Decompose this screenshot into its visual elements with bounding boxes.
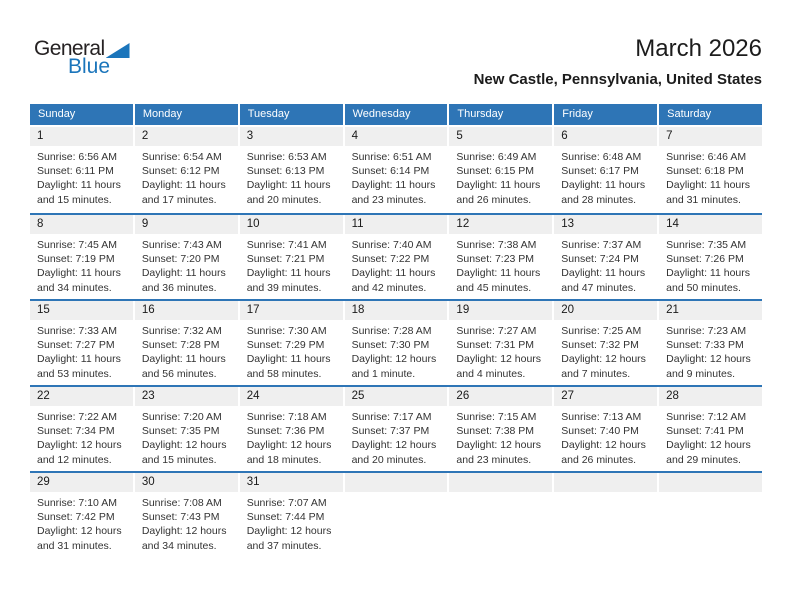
day-details xyxy=(30,146,133,207)
daylight-text-line2: and 26 minutes. xyxy=(561,453,636,466)
daylight-text-line1: Daylight: 11 hours xyxy=(141,179,226,192)
day-details xyxy=(449,234,552,295)
day-details xyxy=(659,320,762,381)
daylight-text-line2: and 31 minutes. xyxy=(37,539,112,552)
sunset-text: Sunset: 7:44 PM xyxy=(246,511,325,524)
daylight-text-line1: Daylight: 11 hours xyxy=(561,267,646,280)
day-number-band xyxy=(554,127,657,146)
week-row-4 xyxy=(30,385,762,471)
sunrise-text: Sunrise: 7:22 AM xyxy=(37,411,117,423)
sunset-text: Sunset: 7:31 PM xyxy=(456,339,535,352)
day-cell-empty xyxy=(345,473,448,557)
day-number: 14 xyxy=(666,218,679,230)
day-number-band xyxy=(449,127,552,146)
calendar-weeks xyxy=(30,127,762,557)
daylight-text-line1: Daylight: 12 hours xyxy=(561,439,646,452)
day-details xyxy=(554,406,657,467)
daylight-text-line2: and 50 minutes. xyxy=(666,281,741,294)
sunset-text: Sunset: 7:27 PM xyxy=(37,339,115,352)
daylight-text-line1: Daylight: 11 hours xyxy=(351,179,436,192)
sunset-text: Sunset: 7:35 PM xyxy=(141,425,220,438)
sunset-text: Sunset: 7:23 PM xyxy=(456,253,535,266)
day-number: 22 xyxy=(37,390,50,402)
day-number-band xyxy=(30,215,133,234)
day-number-band xyxy=(554,301,657,320)
day-number-band xyxy=(449,473,552,492)
sunrise-text: Sunrise: 6:48 AM xyxy=(561,151,642,163)
sunset-text: Sunset: 6:17 PM xyxy=(561,165,639,178)
daylight-text-line1: Daylight: 12 hours xyxy=(246,525,332,538)
logo-text-blue: Blue xyxy=(68,55,111,78)
day-cell-13 xyxy=(554,215,657,299)
day-number-band xyxy=(345,387,448,406)
daylight-text-line1: Daylight: 12 hours xyxy=(37,439,122,452)
day-number-band xyxy=(659,215,762,234)
daylight-text-line2: and 42 minutes. xyxy=(351,281,427,294)
sunrise-text: Sunrise: 7:33 AM xyxy=(37,325,117,337)
sunset-text: Sunset: 7:43 PM xyxy=(141,511,220,524)
sunrise-text: Sunrise: 7:28 AM xyxy=(351,325,432,337)
daylight-text-line2: and 12 minutes. xyxy=(37,453,112,466)
day-cell-20 xyxy=(554,301,657,385)
day-number-band xyxy=(135,387,238,406)
day-details xyxy=(240,320,343,381)
weekday-header-friday: Friday xyxy=(554,104,657,125)
sunset-text: Sunset: 7:41 PM xyxy=(666,425,744,438)
page-subtitle: New Castle, Pennsylvania, United States xyxy=(473,71,762,89)
daylight-text-line1: Daylight: 12 hours xyxy=(351,439,437,452)
sunset-text: Sunset: 7:29 PM xyxy=(246,339,325,352)
day-cell-empty xyxy=(554,473,657,557)
daylight-text-line2: and 36 minutes. xyxy=(141,281,217,294)
day-number: 24 xyxy=(246,390,260,402)
day-cell-14 xyxy=(659,215,762,299)
day-details xyxy=(449,406,552,467)
day-number-band xyxy=(449,215,552,234)
day-details xyxy=(449,320,552,381)
sunset-text: Sunset: 7:21 PM xyxy=(246,253,325,266)
weekday-header-row xyxy=(30,104,762,125)
day-number-band xyxy=(449,387,552,406)
daylight-text-line1: Daylight: 11 hours xyxy=(246,179,331,192)
daylight-text-line1: Daylight: 11 hours xyxy=(666,267,750,280)
day-cell-empty xyxy=(449,473,552,557)
sunrise-text: Sunrise: 7:07 AM xyxy=(246,497,327,509)
daylight-text-line1: Daylight: 12 hours xyxy=(666,353,751,366)
day-number-band xyxy=(345,215,448,234)
day-cell-18 xyxy=(345,301,448,385)
day-cell-19 xyxy=(449,301,552,385)
daylight-text-line1: Daylight: 12 hours xyxy=(37,525,122,538)
daylight-text-line1: Daylight: 11 hours xyxy=(561,179,646,192)
day-number-band xyxy=(449,301,552,320)
day-cell-2 xyxy=(135,127,238,213)
day-details xyxy=(449,146,552,207)
general-blue-logo xyxy=(34,38,130,77)
sunset-text: Sunset: 6:11 PM xyxy=(37,165,114,178)
sunset-text: Sunset: 6:14 PM xyxy=(351,165,430,178)
day-number-band xyxy=(135,215,238,234)
weekday-header-tuesday: Tuesday xyxy=(240,104,343,125)
day-number: 3 xyxy=(246,130,254,142)
day-number: 31 xyxy=(246,476,260,488)
daylight-text-line2: and 4 minutes. xyxy=(456,367,526,380)
day-cell-9 xyxy=(135,215,238,299)
sunset-text: Sunset: 7:22 PM xyxy=(351,253,430,266)
weekday-header-monday: Monday xyxy=(135,104,238,125)
day-details xyxy=(30,234,133,295)
day-number: 16 xyxy=(141,304,155,316)
day-number: 5 xyxy=(456,130,463,142)
title-block xyxy=(474,36,762,88)
day-number: 4 xyxy=(351,130,358,142)
day-details xyxy=(659,406,762,467)
day-cell-8 xyxy=(30,215,133,299)
day-details xyxy=(554,146,657,207)
day-details xyxy=(240,492,343,553)
daylight-text-line1: Daylight: 11 hours xyxy=(37,353,121,366)
day-cell-26 xyxy=(449,387,552,471)
sunset-text: Sunset: 7:19 PM xyxy=(37,253,115,266)
sunset-text: Sunset: 7:20 PM xyxy=(141,253,220,266)
day-details xyxy=(30,492,133,553)
sunset-text: Sunset: 7:38 PM xyxy=(456,425,535,438)
sunset-text: Sunset: 6:13 PM xyxy=(246,165,325,178)
daylight-text-line2: and 1 minute. xyxy=(351,367,416,380)
daylight-text-line2: and 45 minutes. xyxy=(456,281,532,294)
day-number: 10 xyxy=(246,218,260,230)
daylight-text-line2: and 31 minutes. xyxy=(666,193,741,206)
daylight-text-line2: and 18 minutes. xyxy=(246,453,322,466)
day-number: 26 xyxy=(456,390,470,402)
day-number-band xyxy=(345,473,448,492)
sunrise-text: Sunrise: 6:49 AM xyxy=(456,151,537,163)
daylight-text-line2: and 7 minutes. xyxy=(561,367,631,380)
day-details xyxy=(659,234,762,295)
daylight-text-line1: Daylight: 11 hours xyxy=(666,179,750,192)
day-cell-21 xyxy=(659,301,762,385)
day-cell-12 xyxy=(449,215,552,299)
day-cell-6 xyxy=(554,127,657,213)
sunrise-text: Sunrise: 7:18 AM xyxy=(246,411,327,423)
sunrise-text: Sunrise: 7:10 AM xyxy=(37,497,117,509)
sunrise-text: Sunrise: 7:30 AM xyxy=(246,325,327,337)
day-cell-23 xyxy=(135,387,238,471)
day-details xyxy=(659,146,762,207)
daylight-text-line1: Daylight: 12 hours xyxy=(456,439,542,452)
day-details xyxy=(554,320,657,381)
day-number: 1 xyxy=(37,130,44,142)
day-cell-11 xyxy=(345,215,448,299)
sunset-text: Sunset: 7:30 PM xyxy=(351,339,430,352)
daylight-text-line2: and 26 minutes. xyxy=(456,193,532,206)
day-number: 9 xyxy=(141,218,149,230)
day-cell-16 xyxy=(135,301,238,385)
sunrise-text: Sunrise: 7:25 AM xyxy=(561,325,642,337)
day-number: 2 xyxy=(141,130,149,142)
weekday-header-sunday: Sunday xyxy=(30,104,133,125)
sunset-text: Sunset: 7:32 PM xyxy=(561,339,639,352)
day-number: 11 xyxy=(351,218,364,230)
day-details xyxy=(135,406,238,467)
day-number-band xyxy=(240,215,343,234)
daylight-text-line2: and 9 minutes. xyxy=(666,367,736,380)
day-cell-10 xyxy=(240,215,343,299)
sunrise-text: Sunrise: 7:27 AM xyxy=(456,325,537,337)
day-number-band xyxy=(135,473,238,492)
day-number: 13 xyxy=(561,218,575,230)
day-number-band xyxy=(240,473,343,492)
day-details xyxy=(240,406,343,467)
day-number-band xyxy=(240,127,343,146)
weekday-header-wednesday: Wednesday xyxy=(345,104,448,125)
page-title: March 2026 xyxy=(635,35,762,62)
day-number: 28 xyxy=(666,390,679,402)
sunset-text: Sunset: 6:15 PM xyxy=(456,165,535,178)
day-cell-17 xyxy=(240,301,343,385)
day-details xyxy=(240,146,343,207)
day-number-band xyxy=(659,127,762,146)
sunrise-text: Sunrise: 6:51 AM xyxy=(351,151,432,163)
daylight-text-line1: Daylight: 11 hours xyxy=(456,267,541,280)
sunset-text: Sunset: 7:28 PM xyxy=(141,339,220,352)
daylight-text-line2: and 15 minutes. xyxy=(141,453,217,466)
day-cell-29 xyxy=(30,473,133,557)
daylight-text-line2: and 47 minutes. xyxy=(561,281,636,294)
day-details xyxy=(135,146,238,207)
daylight-text-line1: Daylight: 12 hours xyxy=(246,439,332,452)
daylight-text-line2: and 53 minutes. xyxy=(37,367,112,380)
daylight-text-line2: and 39 minutes. xyxy=(246,281,322,294)
daylight-text-line1: Daylight: 12 hours xyxy=(141,525,227,538)
day-number: 21 xyxy=(666,304,679,316)
daylight-text-line1: Daylight: 11 hours xyxy=(141,267,226,280)
day-number-band xyxy=(659,301,762,320)
day-cell-3 xyxy=(240,127,343,213)
day-number: 12 xyxy=(456,218,470,230)
day-number: 15 xyxy=(37,304,50,316)
daylight-text-line2: and 56 minutes. xyxy=(141,367,217,380)
day-number: 17 xyxy=(246,304,260,316)
day-details xyxy=(345,234,448,295)
daylight-text-line1: Daylight: 12 hours xyxy=(561,353,646,366)
day-cell-5 xyxy=(449,127,552,213)
day-number-band xyxy=(30,301,133,320)
sunrise-text: Sunrise: 6:53 AM xyxy=(246,151,327,163)
day-number: 29 xyxy=(37,476,50,488)
sunrise-text: Sunrise: 7:13 AM xyxy=(561,411,642,423)
daylight-text-line2: and 28 minutes. xyxy=(561,193,636,206)
day-number-band xyxy=(345,127,448,146)
daylight-text-line1: Daylight: 11 hours xyxy=(456,179,541,192)
daylight-text-line2: and 23 minutes. xyxy=(351,193,427,206)
day-number-band xyxy=(554,387,657,406)
day-cell-empty xyxy=(659,473,762,557)
day-number-band xyxy=(240,301,343,320)
daylight-text-line1: Daylight: 11 hours xyxy=(246,353,331,366)
daylight-text-line2: and 29 minutes. xyxy=(666,453,741,466)
weekday-header-saturday: Saturday xyxy=(659,104,762,125)
sunrise-text: Sunrise: 7:32 AM xyxy=(141,325,222,337)
day-cell-27 xyxy=(554,387,657,471)
sunrise-text: Sunrise: 6:46 AM xyxy=(666,151,747,163)
day-details xyxy=(135,492,238,553)
day-details xyxy=(345,146,448,207)
sunrise-text: Sunrise: 7:20 AM xyxy=(141,411,222,423)
weekday-header-thursday: Thursday xyxy=(449,104,552,125)
week-row-3 xyxy=(30,299,762,385)
day-cell-31 xyxy=(240,473,343,557)
day-number: 27 xyxy=(561,390,575,402)
daylight-text-line2: and 23 minutes. xyxy=(456,453,532,466)
daylight-text-line2: and 15 minutes. xyxy=(37,193,112,206)
sunset-text: Sunset: 6:12 PM xyxy=(141,165,220,178)
sunrise-text: Sunrise: 7:40 AM xyxy=(351,239,432,251)
day-details xyxy=(345,406,448,467)
day-number: 7 xyxy=(666,130,673,142)
sunrise-text: Sunrise: 7:45 AM xyxy=(37,239,117,251)
week-row-2 xyxy=(30,213,762,299)
daylight-text-line2: and 17 minutes. xyxy=(141,193,217,206)
day-number-band xyxy=(30,127,133,146)
day-cell-22 xyxy=(30,387,133,471)
sunrise-text: Sunrise: 7:12 AM xyxy=(666,411,747,423)
sunrise-text: Sunrise: 7:17 AM xyxy=(351,411,432,423)
sunset-text: Sunset: 6:18 PM xyxy=(666,165,744,178)
day-number-band xyxy=(554,215,657,234)
day-number-band xyxy=(135,127,238,146)
sunrise-text: Sunrise: 7:08 AM xyxy=(141,497,222,509)
day-details xyxy=(554,234,657,295)
sunrise-text: Sunrise: 7:37 AM xyxy=(561,239,642,251)
day-number-band xyxy=(659,473,762,492)
day-number-band xyxy=(30,387,133,406)
day-details xyxy=(30,320,133,381)
day-cell-24 xyxy=(240,387,343,471)
sunrise-text: Sunrise: 7:15 AM xyxy=(456,411,537,423)
sunset-text: Sunset: 7:36 PM xyxy=(246,425,325,438)
day-details xyxy=(135,320,238,381)
sunset-text: Sunset: 7:33 PM xyxy=(666,339,744,352)
sunrise-text: Sunrise: 6:56 AM xyxy=(37,151,117,163)
sunrise-text: Sunrise: 7:23 AM xyxy=(666,325,747,337)
day-number: 8 xyxy=(37,218,44,230)
day-number-band xyxy=(659,387,762,406)
daylight-text-line1: Daylight: 12 hours xyxy=(456,353,542,366)
day-number: 20 xyxy=(561,304,575,316)
day-number: 23 xyxy=(141,390,155,402)
day-number-band xyxy=(554,473,657,492)
sunrise-text: Sunrise: 7:38 AM xyxy=(456,239,537,251)
week-row-5 xyxy=(30,471,762,557)
daylight-text-line2: and 34 minutes. xyxy=(141,539,217,552)
sunset-text: Sunset: 7:40 PM xyxy=(561,425,639,438)
sunset-text: Sunset: 7:37 PM xyxy=(351,425,430,438)
daylight-text-line2: and 20 minutes. xyxy=(351,453,427,466)
day-cell-4 xyxy=(345,127,448,213)
day-cell-7 xyxy=(659,127,762,213)
day-number-band xyxy=(345,301,448,320)
logo-text-general: General xyxy=(34,37,105,60)
day-number-band xyxy=(30,473,133,492)
sunrise-text: Sunrise: 7:41 AM xyxy=(246,239,327,251)
daylight-text-line1: Daylight: 11 hours xyxy=(37,267,121,280)
day-details xyxy=(240,234,343,295)
day-details xyxy=(30,406,133,467)
sunrise-text: Sunrise: 6:54 AM xyxy=(141,151,222,163)
sunset-text: Sunset: 7:26 PM xyxy=(666,253,744,266)
calendar-table xyxy=(30,104,762,557)
daylight-text-line2: and 37 minutes. xyxy=(246,539,322,552)
daylight-text-line1: Daylight: 12 hours xyxy=(141,439,227,452)
day-number: 25 xyxy=(351,390,365,402)
day-details xyxy=(135,234,238,295)
sunset-text: Sunset: 7:42 PM xyxy=(37,511,115,524)
sunrise-text: Sunrise: 7:43 AM xyxy=(141,239,222,251)
day-number: 19 xyxy=(456,304,470,316)
day-cell-25 xyxy=(345,387,448,471)
sunset-text: Sunset: 7:24 PM xyxy=(561,253,639,266)
sunset-text: Sunset: 7:34 PM xyxy=(37,425,115,438)
day-cell-30 xyxy=(135,473,238,557)
sunrise-text: Sunrise: 7:35 AM xyxy=(666,239,747,251)
day-number: 30 xyxy=(141,476,155,488)
daylight-text-line1: Daylight: 12 hours xyxy=(351,353,437,366)
day-cell-1 xyxy=(30,127,133,213)
daylight-text-line1: Daylight: 11 hours xyxy=(246,267,331,280)
day-number-band xyxy=(240,387,343,406)
day-number-band xyxy=(135,301,238,320)
day-cell-15 xyxy=(30,301,133,385)
daylight-text-line1: Daylight: 12 hours xyxy=(666,439,751,452)
day-cell-28 xyxy=(659,387,762,471)
day-details xyxy=(345,320,448,381)
daylight-text-line1: Daylight: 11 hours xyxy=(37,179,121,192)
daylight-text-line2: and 58 minutes. xyxy=(246,367,322,380)
day-number: 18 xyxy=(351,304,365,316)
daylight-text-line2: and 20 minutes. xyxy=(246,193,322,206)
week-row-1 xyxy=(30,127,762,213)
daylight-text-line2: and 34 minutes. xyxy=(37,281,112,294)
daylight-text-line1: Daylight: 11 hours xyxy=(141,353,226,366)
daylight-text-line1: Daylight: 11 hours xyxy=(351,267,436,280)
day-number: 6 xyxy=(561,130,568,142)
